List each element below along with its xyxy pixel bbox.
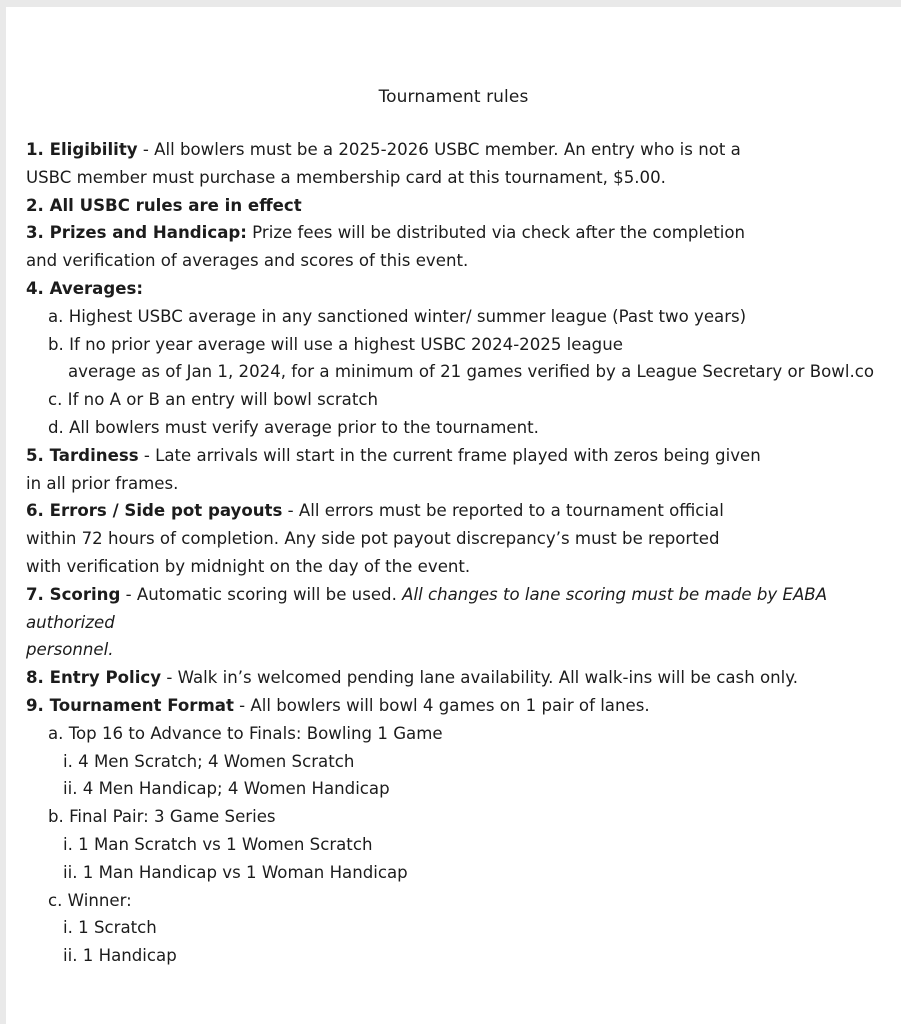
sub-sub-item: i. 4 Men Scratch; 4 Women Scratch [63, 751, 355, 771]
rule-text: - Automatic scoring will be used. [120, 584, 403, 604]
rule-heading: 9. Tournament Format [26, 695, 234, 715]
rule-text: - All bowlers must be a 2025-2026 USBC member. An entry who is not a [137, 140, 741, 159]
sub-item: c. Winner: [48, 890, 132, 910]
rule-averages [26, 275, 901, 303]
sub-item: a. Top 16 to Advance to Finals: Bowling 1 Game [48, 723, 443, 743]
rule-heading: 6. Errors / Side pot payouts [26, 501, 283, 521]
rule-italic-text: personnel. [26, 640, 114, 660]
rule-heading: 1. Eligibility [26, 140, 138, 159]
rule-usbc-rules [26, 192, 901, 220]
rule-entry-policy [26, 664, 901, 692]
sub-item: b. Final Pair: 3 Game Series [48, 807, 276, 827]
rule-text-line: USBC member must purchase a membership card at this tournament, $5.00. [26, 167, 666, 187]
rule-italic-text: authorized [26, 612, 115, 632]
sub-item: d. All bowlers must verify average prior to the tournament. [48, 417, 539, 437]
rule-text-line: within 72 hours of completion. Any side pot payout discrepancy’s must be reported [26, 529, 720, 549]
rule-heading: 8. Entry Policy [26, 668, 162, 688]
rule-italic-line [26, 609, 901, 637]
sub-sub-item: ii. 1 Man Handicap vs 1 Woman Handicap [63, 862, 408, 882]
rule-heading: 4. Averages: [26, 278, 143, 298]
rule-scoring [26, 581, 901, 609]
rule-text: - All errors must be reported to a tournament official [282, 501, 724, 521]
rule-text-line: in all prior frames. [26, 473, 179, 493]
sub-item-continuation: average as of Jan 1, 2024, for a minimum of 21 games verified by a League Secretary or Bowl.co [68, 362, 875, 382]
rule-heading: 5. Tardiness [26, 445, 139, 465]
sub-sub-item: ii. 4 Men Handicap; 4 Women Handicap [63, 779, 390, 799]
rule-prizes-handicap [26, 219, 901, 247]
sub-item: a. Highest USBC average in any sanctioned winter/ summer league (Past two years) [48, 306, 747, 326]
sub-sub-item: i. 1 Man Scratch vs 1 Women Scratch [63, 834, 373, 854]
document-page [6, 7, 901, 1024]
rules-list [26, 136, 901, 970]
sub-item: c. If no A or B an entry will bowl scratch [48, 390, 378, 410]
rule-tournament-format [26, 692, 901, 720]
document-title: Tournament rules [378, 87, 529, 107]
rule-italic-line [26, 636, 901, 664]
rule-text-line: with verification by midnight on the day of the event. [26, 556, 471, 576]
rule-italic-text: All changes to lane scoring must be made by EABA [402, 584, 828, 604]
sub-sub-item: ii. 1 Handicap [63, 946, 177, 966]
rule-text: - Late arrivals will start in the current frame played with zeros being given [138, 445, 761, 465]
rule-text: Prize fees will be distributed via check after the completion [246, 223, 746, 243]
rule-heading: 2. All USBC rules are in effect [26, 195, 302, 215]
sub-sub-item: i. 1 Scratch [63, 918, 157, 938]
rule-heading: 3. Prizes and Handicap: [26, 223, 247, 243]
rule-text: - All bowlers will bowl 4 games on 1 pair of lanes. [233, 695, 650, 715]
rule-text: - Walk in’s welcomed pending lane availability. All walk-ins will be cash only. [161, 668, 798, 688]
sub-item: b. If no prior year average will use a highest USBC 2024-2025 league [48, 334, 623, 354]
rule-eligibility [26, 136, 901, 164]
rule-tardiness [26, 442, 901, 470]
rule-heading: 7. Scoring [26, 584, 121, 604]
rule-errors-side-pot [26, 497, 901, 525]
rule-text-line: and verification of averages and scores of this event. [26, 251, 469, 271]
